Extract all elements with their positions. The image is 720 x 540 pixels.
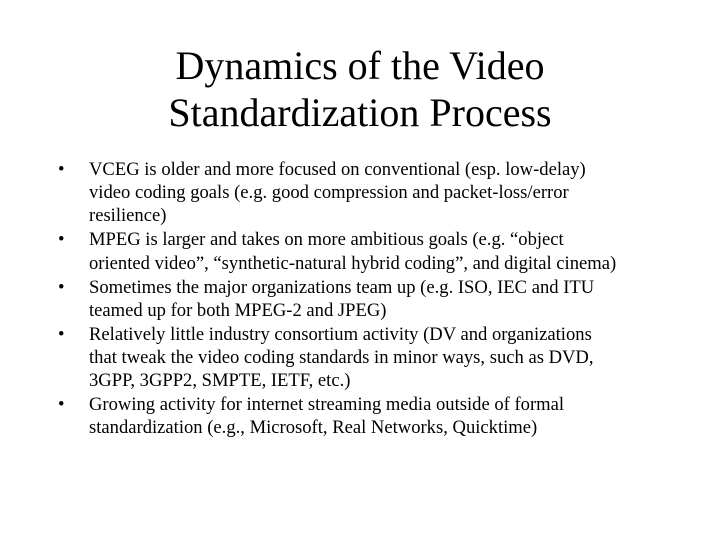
bullet-item-mpeg <box>58 228 708 274</box>
title-line-1: Dynamics of the Video <box>175 43 545 88</box>
bullet-text-line: Relatively little industry consortium activity (DV and organizations <box>89 323 592 345</box>
slide-title <box>60 42 660 136</box>
bullet-text-line: that tweak the video coding standards in minor ways, such as DVD, <box>89 347 594 369</box>
bullet-icon: • <box>58 159 65 180</box>
bullet-text-line: video coding goals (e.g. good compression and packet-loss/error <box>89 182 569 204</box>
bullet-icon: • <box>58 394 65 416</box>
bullet-text-line: VCEG is older and more focused on conventional (esp. low-delay) <box>89 159 586 180</box>
bullet-list <box>58 158 708 440</box>
bullet-text-line: MPEG is larger and takes on more ambitious goals (e.g. “object <box>89 229 564 251</box>
bullet-item-team-up <box>58 276 708 322</box>
title-line-2: Standardization Process <box>168 90 552 135</box>
bullet-item-streaming <box>58 393 708 439</box>
bullet-icon: • <box>58 323 65 345</box>
bullet-text-line: resilience) <box>89 205 167 227</box>
bullet-text-line: oriented video”, “synthetic-natural hybrid coding”, and digital cinema) <box>89 252 617 274</box>
bullet-text-line: teamed up for both MPEG-2 and JPEG) <box>89 299 387 321</box>
bullet-text-line: standardization (e.g., Microsoft, Real Networks, Quicktime) <box>89 417 538 439</box>
bullet-icon: • <box>58 276 65 298</box>
bullet-item-consortium <box>58 323 708 393</box>
bullet-icon: • <box>58 229 65 251</box>
bullet-text-line: Growing activity for internet streaming media outside of formal <box>89 394 565 416</box>
bullet-item-vceg <box>58 158 708 228</box>
bullet-text-line: Sometimes the major organizations team up (e.g. ISO, IEC and ITU <box>89 276 595 298</box>
bullet-text-line: 3GPP, 3GPP2, SMPTE, IETF, etc.) <box>89 370 351 392</box>
